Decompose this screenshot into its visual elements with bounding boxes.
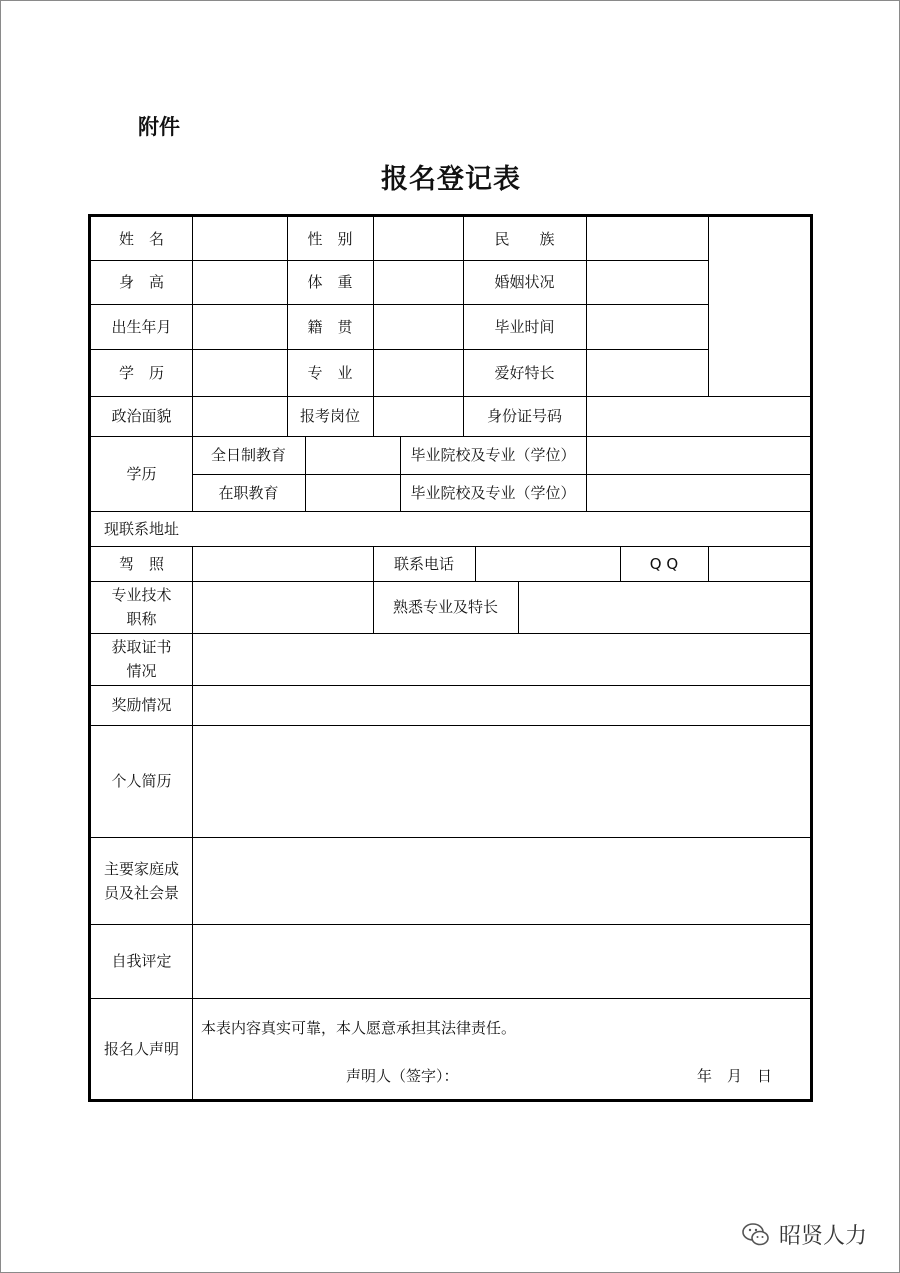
label-applied-position: 报考岗位 <box>299 407 360 425</box>
input-political-status[interactable] <box>192 396 287 436</box>
input-ethnicity[interactable] <box>586 217 708 260</box>
input-major[interactable] <box>373 349 463 396</box>
label-resume: 个人简历 <box>111 772 172 790</box>
watermark <box>741 1219 867 1250</box>
input-native-place[interactable] <box>373 304 463 349</box>
date-label: 年 月 日 <box>697 1067 773 1085</box>
label-phone: 联系电话 <box>393 554 454 573</box>
input-graduation-time[interactable] <box>586 304 708 349</box>
label-certs <box>91 633 192 685</box>
input-self-eval[interactable] <box>192 924 810 998</box>
label-ethnicity: 民 族 <box>494 229 555 248</box>
input-weight[interactable] <box>373 260 463 304</box>
input-license[interactable] <box>192 546 373 581</box>
input-marital-status[interactable] <box>586 260 708 304</box>
input-qq[interactable] <box>708 546 810 581</box>
label-weight: 体 重 <box>307 273 353 291</box>
label-marital-status: 婚姻状况 <box>494 273 555 291</box>
label-hobbies: 爱好特长 <box>494 363 555 382</box>
input-certs[interactable] <box>192 633 810 685</box>
input-height[interactable] <box>192 260 287 304</box>
label-political-status: 政治面貌 <box>111 407 172 425</box>
label-family-line2: 员及社会景 <box>103 883 179 902</box>
input-address[interactable] <box>192 511 810 546</box>
input-resume[interactable] <box>192 725 810 837</box>
input-hobbies[interactable] <box>586 349 708 396</box>
label-address: 现联系地址 <box>103 519 179 538</box>
input-education[interactable] <box>192 349 287 396</box>
label-graduation-time: 毕业时间 <box>494 317 555 336</box>
label-birth-date: 出生年月 <box>111 317 172 336</box>
label-height: 身 高 <box>118 273 164 291</box>
label-certs-line1: 获取证书 <box>111 638 172 656</box>
label-family-line1: 主要家庭成 <box>103 859 179 878</box>
input-applied-position[interactable] <box>373 396 463 436</box>
input-gender[interactable] <box>373 217 463 260</box>
label-id-number: 身份证号码 <box>486 407 562 425</box>
label-familiar: 熟悉专业及特长 <box>392 598 498 616</box>
label-license: 驾 照 <box>118 554 164 573</box>
label-full-time: 全日制教育 <box>210 446 286 464</box>
declaration-text: 本表内容真实可靠，本人愿意承担其法律责任。 <box>201 1019 517 1037</box>
label-certs-line2: 情况 <box>126 662 157 680</box>
input-school-major-1[interactable] <box>586 436 810 474</box>
input-tech-title[interactable] <box>192 581 373 633</box>
photo-box[interactable] <box>708 217 810 396</box>
watermark-text: 昭贤人力 <box>779 1224 868 1249</box>
input-id-number[interactable] <box>586 396 810 436</box>
attachment-label: 附件 <box>138 115 180 139</box>
label-name: 姓 名 <box>118 229 164 248</box>
input-birth-date[interactable] <box>192 304 287 349</box>
label-education: 学 历 <box>118 363 164 382</box>
input-school-major-2[interactable] <box>586 474 810 511</box>
input-awards[interactable] <box>192 685 810 725</box>
label-tech-title-line2: 职称 <box>126 610 157 628</box>
label-on-job: 在职教育 <box>218 483 279 502</box>
wechat-icon <box>741 1220 771 1250</box>
label-awards: 奖励情况 <box>111 696 172 714</box>
label-school-major-2: 毕业院校及专业（学位） <box>410 483 576 502</box>
input-familiar[interactable] <box>518 581 810 633</box>
input-on-job[interactable] <box>305 474 400 511</box>
label-qq: Q Q <box>649 554 679 573</box>
label-tech-title-line1: 专业技术 <box>111 586 172 604</box>
label-education-group: 学历 <box>126 464 157 483</box>
label-family <box>91 837 192 924</box>
signer-label: 声明人（签字）： <box>346 1067 459 1085</box>
label-major: 专 业 <box>307 363 353 382</box>
input-name[interactable] <box>192 217 287 260</box>
input-full-time[interactable] <box>305 436 400 474</box>
input-phone[interactable] <box>475 546 620 581</box>
registration-form <box>88 214 813 1102</box>
form-title: 报名登记表 <box>381 164 521 195</box>
label-school-major-1: 毕业院校及专业（学位） <box>410 446 576 464</box>
label-native-place: 籍 贯 <box>307 317 353 336</box>
label-self-eval: 自我评定 <box>111 952 172 970</box>
label-declaration: 报名人声明 <box>103 1039 179 1058</box>
label-gender: 性 别 <box>307 229 353 248</box>
input-family[interactable] <box>192 837 810 924</box>
label-tech-title <box>91 581 192 633</box>
